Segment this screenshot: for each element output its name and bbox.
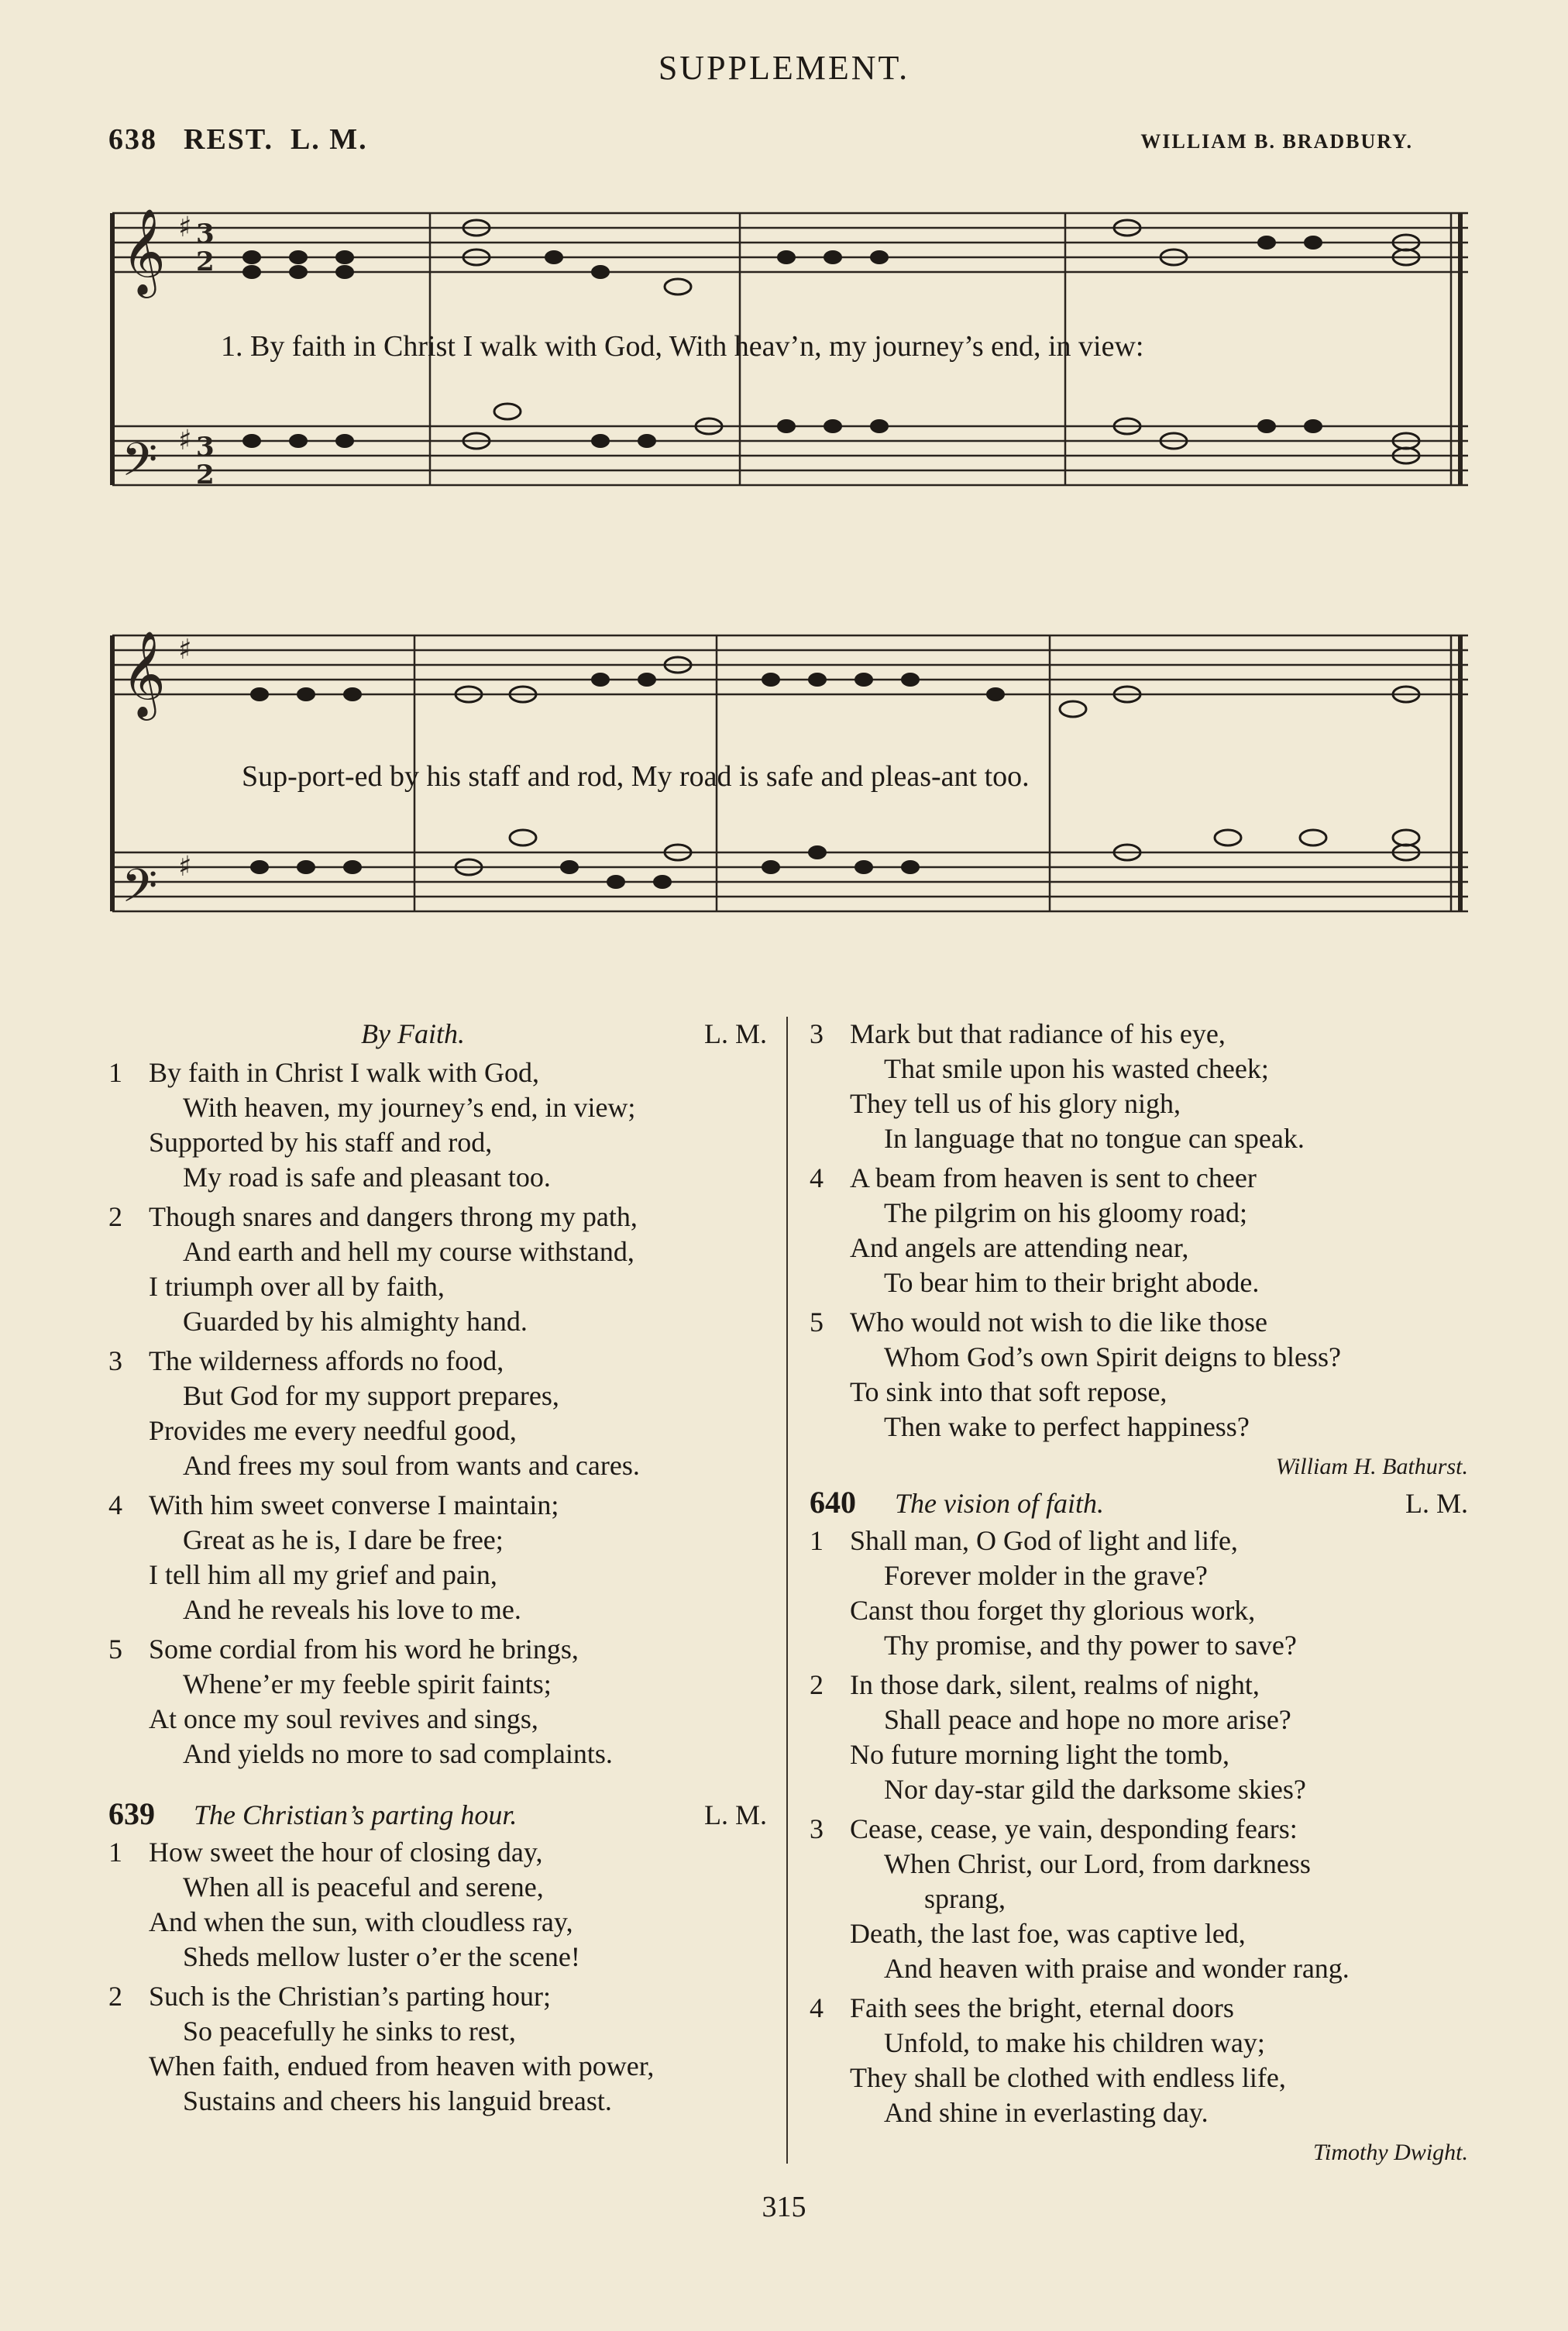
treble-clef-icon: 𝄞 (122, 630, 166, 717)
stanza-line: Thy promise, and thy power to save? (884, 1630, 1297, 1661)
sharp-icon: ♯ (178, 212, 192, 243)
hymn-640-heading (810, 1485, 1476, 1524)
sharp-icon: ♯ (178, 634, 192, 666)
stanza-line: At once my soul revives and sings, (149, 1703, 538, 1734)
running-head: SUPPLEMENT. (658, 49, 910, 87)
stanza-line: Sheds mellow luster o’er the scene! (183, 1941, 580, 1972)
hymn-639-number: 639 (108, 1796, 155, 1831)
staff-system-2-treble (112, 635, 1468, 694)
stanza-line: Sustains and cheers his languid breast. (183, 2085, 612, 2116)
hymn-639-text-part-1 (108, 1835, 775, 2119)
lyric-line-2: Sup-port-ed by his staff and rod, My road is safe and pleas-ant too. (242, 760, 1030, 793)
stanza-number: 4 (108, 1489, 122, 1520)
time-signature: 3 (196, 432, 215, 463)
stanza-line: I tell him all my grief and pain, (149, 1559, 497, 1590)
hymn-638-meter: L. M. (704, 1018, 767, 1049)
sharp-icon: ♯ (178, 425, 192, 456)
lyric-line-1: 1. By faith in Christ I walk with God, With heav’n, my journey’s end, in view: (221, 330, 1144, 363)
hymn-640-text (810, 1524, 1476, 2130)
stanza (810, 1017, 1476, 1156)
stanza-line: 3 The wilderness affords no food, (108, 1344, 775, 1379)
stanza-line: And earth and hell my course withstand, (183, 1236, 634, 1267)
stanza (810, 1305, 1476, 1444)
stanza-line: 2 Such is the Christian’s parting hour; (108, 1979, 775, 2014)
stanza (108, 1344, 775, 1483)
hymn-639-heading (108, 1796, 775, 1835)
stanza-number: 4 (810, 1162, 824, 1193)
stanza-line: 4 A beam from heaven is sent to cheer (810, 1161, 1476, 1196)
stanza-line: Whene’er my feeble spirit faints; (183, 1668, 552, 1699)
stanza-line: And heaven with praise and wonder rang. (884, 1953, 1350, 1984)
stanza-line: 5 Who would not wish to die like those (810, 1305, 1476, 1340)
page-number: 315 (762, 2191, 806, 2223)
left-column (108, 1017, 775, 2123)
stanza-line: 2 In those dark, silent, realms of night, (810, 1668, 1476, 1703)
stanza-line: So peacefully he sinks to rest, (183, 2016, 516, 2047)
stanza-number: 2 (108, 1201, 122, 1232)
stanza-line: To sink into that soft repose, (850, 1376, 1167, 1407)
stanza (810, 1524, 1476, 1663)
hymn-638-heading (108, 1017, 775, 1055)
stanza-number: 3 (810, 1813, 824, 1844)
stanza-number: 1 (108, 1057, 122, 1088)
right-column (810, 1017, 1476, 2171)
stanza (108, 1835, 775, 1975)
hymn-640-number: 640 (810, 1485, 856, 1520)
composer: WILLIAM B. BRADBURY. (1140, 130, 1413, 153)
stanza-line: Shall peace and hope no more arise? (884, 1704, 1291, 1735)
stanza-line: Canst thou forget thy glorious work, (850, 1595, 1256, 1626)
stanza-number: 2 (810, 1669, 824, 1700)
hymn-638-text (108, 1055, 775, 1771)
stanza (108, 1200, 775, 1339)
stanza-line: Guarded by his almighty hand. (183, 1306, 528, 1337)
stanza-line: And frees my soul from wants and cares. (183, 1450, 640, 1481)
stanza-number: 1 (810, 1525, 824, 1556)
staff-system-2-bass (112, 852, 1468, 911)
stanza (810, 1161, 1476, 1300)
hymn-640-title: The vision of faith. (895, 1488, 1104, 1519)
hymn-639-meter: L. M. (704, 1799, 767, 1830)
stanza-line: 4 With him sweet converse I maintain; (108, 1488, 775, 1523)
stanza-line: Unfold, to make his children way; (884, 2027, 1265, 2058)
stanza-line: 4 Faith sees the bright, eternal doors (810, 1991, 1476, 2026)
stanza-line: 1 By faith in Christ I walk with God, (108, 1055, 775, 1090)
music-score (105, 167, 1476, 988)
hymn-639-title: The Christian’s parting hour. (194, 1799, 518, 1830)
stanza-line: sprang, (924, 1883, 1006, 1914)
column-divider (786, 1017, 788, 2164)
time-signature: 2 (196, 460, 215, 491)
stanza-line: Great as he is, I dare be free; (183, 1524, 504, 1555)
tune-heading (108, 122, 368, 157)
stanza-line: But God for my support prepares, (183, 1380, 559, 1411)
stanza-line: Nor day-star gild the darksome skies? (884, 1774, 1306, 1805)
stanza-line: 3 Mark but that radiance of his eye, (810, 1017, 1476, 1052)
stanza-line: The pilgrim on his gloomy road; (884, 1197, 1247, 1228)
sharp-icon: ♯ (178, 851, 192, 883)
stanza-line: With heaven, my journey’s end, in view; (183, 1092, 636, 1123)
tune-meter: L. M. (290, 123, 368, 156)
stanza-line: That smile upon his wasted cheek; (884, 1053, 1269, 1084)
stanza (810, 1668, 1476, 1807)
stanza-line: Forever molder in the grave? (884, 1560, 1208, 1591)
stanza-line: To bear him to their bright abode. (884, 1267, 1260, 1298)
hymn-639-attribution: William H. Bathurst. (1275, 1454, 1468, 1479)
stanza-line: 1 How sweet the hour of closing day, (108, 1835, 775, 1870)
staff-system-1-bass (112, 426, 1468, 485)
stanza-line: Provides me every needful good, (149, 1415, 517, 1446)
stanza (108, 1979, 775, 2119)
stanza-line: And shine in everlasting day. (884, 2097, 1209, 2128)
stanza (108, 1488, 775, 1627)
stanza-line: 2 Though snares and dangers throng my path, (108, 1200, 775, 1234)
stanza-line: Supported by his staff and rod, (149, 1127, 493, 1158)
stanza-line: In language that no tongue can speak. (884, 1123, 1305, 1154)
stanza-line: They shall be clothed with endless life, (850, 2062, 1286, 2093)
time-signature: 3 (196, 219, 215, 250)
stanza-line: My road is safe and pleasant too. (183, 1162, 551, 1193)
stanza-line: 5 Some cordial from his word he brings, (108, 1632, 775, 1667)
stanza-number: 5 (108, 1634, 122, 1665)
stanza-line: And he reveals his love to me. (183, 1594, 521, 1625)
stanza (810, 1812, 1476, 1986)
stanza (108, 1632, 775, 1771)
stanza-line: Whom God’s own Spirit deigns to bless? (884, 1341, 1341, 1372)
stanza-line: Death, the last foe, was captive led, (850, 1918, 1246, 1949)
stanza-line: I triumph over all by faith, (149, 1271, 445, 1302)
stanza-line: And yields no more to sad complaints. (183, 1738, 613, 1769)
stanza-number: 4 (810, 1992, 824, 2023)
stanza-number: 3 (810, 1018, 824, 1049)
hymn-639-text-part-2 (810, 1017, 1476, 1444)
stanza (108, 1055, 775, 1195)
stanza-line: They tell us of his glory nigh, (850, 1088, 1181, 1119)
stanza-line: 1 Shall man, O God of light and life, (810, 1524, 1476, 1558)
hymn-638-title: By Faith. (361, 1018, 465, 1049)
stanza-line: 3 Cease, cease, ye vain, desponding fears: (810, 1812, 1476, 1847)
stanza-line: When Christ, our Lord, from darkness (884, 1848, 1311, 1879)
bass-clef-icon: 𝄢 (122, 432, 158, 498)
stanza-line: And angels are attending near, (850, 1232, 1189, 1263)
bass-clef-icon: 𝄢 (122, 859, 158, 924)
stanza-number: 1 (108, 1837, 122, 1868)
tune-name: REST. (184, 123, 273, 156)
stanza-line: And when the sun, with cloudless ray, (149, 1906, 573, 1937)
stanza-line: No future morning light the tomb, (850, 1739, 1229, 1770)
tune-number: 638 (108, 123, 157, 156)
hymn-640-meter: L. M. (1405, 1488, 1468, 1519)
stanza-line: Then wake to perfect happiness? (884, 1411, 1250, 1442)
stanza-line: When all is peaceful and serene, (183, 1871, 544, 1902)
stanza-number: 3 (108, 1345, 122, 1376)
stanza-line: When faith, endued from heaven with power, (149, 2050, 655, 2081)
stanza (810, 1991, 1476, 2130)
time-signature: 2 (196, 246, 215, 277)
stanza-number: 5 (810, 1307, 824, 1338)
treble-clef-icon: 𝄞 (122, 208, 166, 294)
hymn-640-attribution: Timothy Dwight. (1312, 2140, 1468, 2165)
stanza-number: 2 (108, 1981, 122, 2012)
